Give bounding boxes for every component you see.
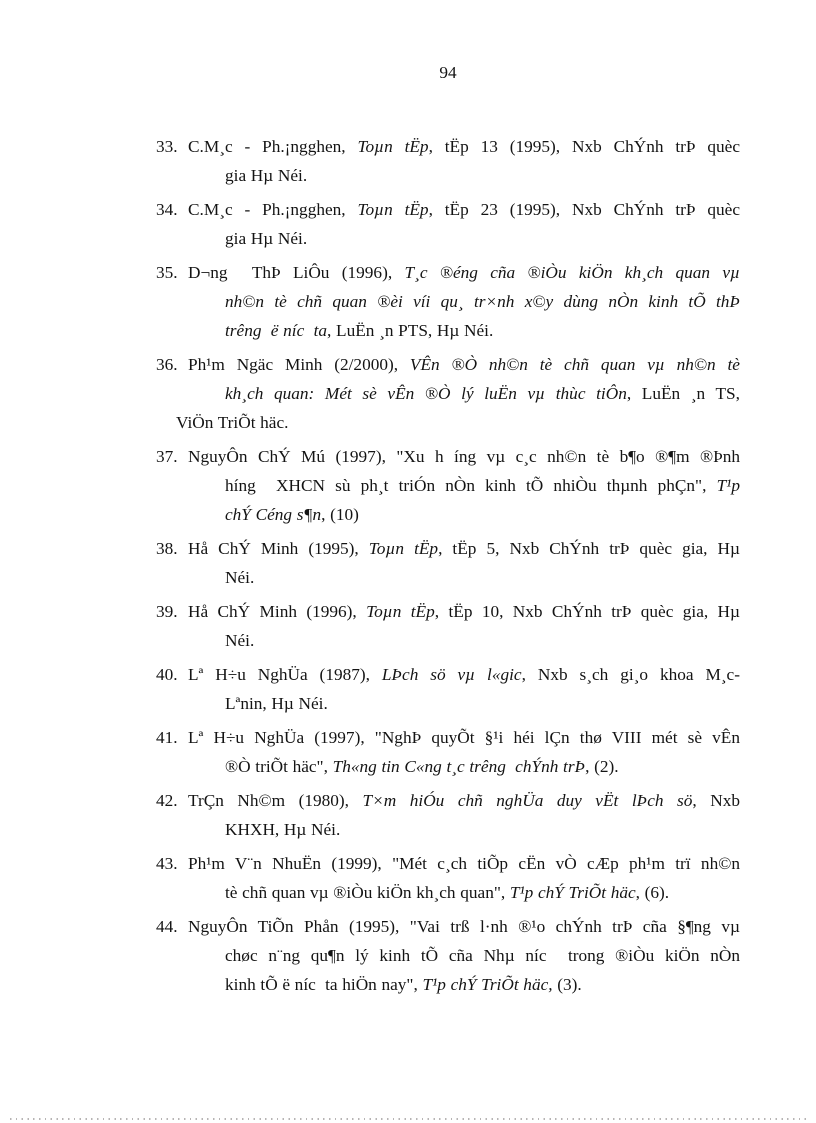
reference-number: 40. <box>156 665 178 684</box>
reference-text-segment: Néi. <box>225 631 255 650</box>
reference-title-segment: LÞch sö vµ l«gic <box>381 665 522 684</box>
reference-text-segment: , tËp 13 (1995), Nxb ChÝnh trÞ quèc <box>428 137 740 156</box>
reference-title-segment: Toµn tËp <box>357 137 429 156</box>
reference-line <box>156 597 740 626</box>
reference-item <box>156 786 740 844</box>
reference-title-segment: Th«ng tin C«ng t¸c trêng chÝnh trÞ <box>332 757 586 776</box>
reference-text-segment: gia Hµ Néi. <box>225 229 308 248</box>
reference-text-segment: NguyÔn ChÝ Mú (1997), "Xu h íng vµ c¸c nh©n tè b¶o ®¶m ®Þnh <box>188 447 740 466</box>
reference-number: 43. <box>156 854 178 873</box>
reference-title-segment: T¸c ®éng cña ®iÒu kiÖn kh¸ch quan vµ <box>404 263 740 282</box>
reference-text-segment: , Nxb <box>692 791 740 810</box>
reference-number: 44. <box>156 917 178 936</box>
reference-text-segment: gia Hµ Néi. <box>225 166 308 185</box>
reference-line <box>225 161 740 190</box>
reference-text-segment: Hå ChÝ Minh (1995), <box>188 539 369 558</box>
reference-number: 41. <box>156 728 178 747</box>
reference-number: 42. <box>156 791 178 810</box>
reference-number: 34. <box>156 200 178 219</box>
reference-title-segment: nh©n tè chñ quan ®èi víi qu¸ tr×nh x©y dùng nÒn kinh tÕ thÞ <box>225 292 740 311</box>
reference-line <box>156 912 740 941</box>
reference-text-segment: , Nxb s¸ch gi¸o khoa M¸c- <box>521 665 740 684</box>
reference-text-segment: Lª H÷u NghÜa (1987), <box>188 665 382 684</box>
reference-title-segment: chÝ Céng s¶n <box>225 505 322 524</box>
reference-line <box>225 815 740 844</box>
reference-line <box>156 132 740 161</box>
reference-line <box>156 534 740 563</box>
reference-line <box>225 287 740 316</box>
reference-item <box>156 195 740 253</box>
reference-line <box>156 350 740 379</box>
reference-text-segment: Ph¹m V¨n NhuËn (1999), "Mét c¸ch tiÕp cËn vÒ cÆp ph¹m trï nh©n <box>188 854 740 873</box>
reference-text-segment: , tËp 5, Nxb ChÝnh trÞ quèc gia, Hµ <box>438 539 740 558</box>
reference-number: 35. <box>156 263 178 282</box>
reference-title-segment: T¹p <box>716 476 740 495</box>
reference-title-segment: T¹p chÝ TriÕt häc, <box>422 975 553 994</box>
reference-line <box>156 786 740 815</box>
reference-text-segment: , (6). <box>635 883 670 902</box>
reference-line <box>225 224 740 253</box>
reference-line <box>225 379 740 408</box>
reference-list <box>156 132 740 999</box>
reference-text-segment: tè chñ quan vµ ®iÒu kiÖn kh¸ch quan", <box>225 883 510 902</box>
reference-item <box>156 350 740 437</box>
reference-text-segment: TrÇn Nh©m (1980), <box>188 791 363 810</box>
reference-line <box>156 660 740 689</box>
reference-item <box>156 912 740 999</box>
reference-item <box>156 534 740 592</box>
reference-text-segment: , LuËn ¸n PTS, Hµ Néi. <box>327 321 494 340</box>
reference-number: 39. <box>156 602 178 621</box>
reference-text-segment: híng XHCN sù ph¸t triÓn nÒn kinh tÕ nhiÒu thµnh phÇn", <box>225 476 717 495</box>
reference-text-segment: C.M¸c - Ph.¡ngghen, <box>188 137 358 156</box>
page-footer-dotted-line <box>10 1118 809 1120</box>
reference-line <box>225 626 740 655</box>
reference-line <box>225 752 740 781</box>
reference-line <box>225 316 740 345</box>
reference-text-segment: KHXH, Hµ Néi. <box>225 820 341 839</box>
reference-item <box>156 723 740 781</box>
reference-line <box>156 442 740 471</box>
reference-line <box>225 970 740 999</box>
reference-line <box>225 689 740 718</box>
reference-title-segment: trêng ë níc ta <box>225 321 328 340</box>
reference-text-segment: Lªnin, Hµ Néi. <box>225 694 328 713</box>
reference-line <box>225 471 740 500</box>
reference-title-segment: VÊn ®Ò nh©n tè chñ quan vµ nh©n tè <box>409 355 740 374</box>
reference-number: 37. <box>156 447 178 466</box>
reference-text-segment: D¬ng ThÞ LiÔu (1996), <box>188 263 405 282</box>
reference-text-segment: , LuËn ¸n TS, <box>626 384 740 403</box>
reference-title-segment: T¹p chÝ TriÕt häc <box>509 883 636 902</box>
reference-line <box>225 500 740 529</box>
reference-title-segment: kh¸ch quan: Mét sè vÊn ®Ò lý luËn vµ thùc tiÔn <box>225 384 627 403</box>
reference-line <box>225 878 740 907</box>
reference-text-segment: Hå ChÝ Minh (1996), <box>188 602 367 621</box>
reference-text-segment: , (2). <box>585 757 619 776</box>
reference-item <box>156 258 740 345</box>
reference-item <box>156 597 740 655</box>
reference-line <box>156 723 740 752</box>
reference-text-segment: , (10) <box>321 505 359 524</box>
reference-line <box>225 563 740 592</box>
reference-line <box>176 408 740 437</box>
reference-text-segment: chøc n¨ng qu¶n lý kinh tÕ cña Nhµ níc trong ®iÒu kiÖn nÒn <box>225 946 740 965</box>
reference-title-segment: T×m hiÓu chñ nghÜa duy vËt lÞch sö <box>362 791 693 810</box>
reference-line <box>156 258 740 287</box>
reference-line <box>156 195 740 224</box>
reference-title-segment: Toµn tËp <box>357 200 429 219</box>
reference-text-segment: , tËp 10, Nxb ChÝnh trÞ quèc gia, Hµ <box>434 602 740 621</box>
reference-text-segment: kinh tÕ ë níc ta hiÖn nay", <box>225 975 423 994</box>
page-number: 94 <box>439 63 457 82</box>
reference-text-segment: ®Ò triÕt häc", <box>225 757 333 776</box>
reference-title-segment: Toµn tËp <box>368 539 439 558</box>
reference-text-segment: , tËp 23 (1995), Nxb ChÝnh trÞ quèc <box>428 200 740 219</box>
reference-text-segment: Ph¹m Ngäc Minh (2/2000), <box>188 355 410 374</box>
reference-item <box>156 442 740 529</box>
reference-item <box>156 132 740 190</box>
reference-number: 38. <box>156 539 178 558</box>
reference-title-segment: Toµn tËp <box>366 602 435 621</box>
reference-text-segment: NguyÔn TiÕn Phån (1995), "Vai trß l·nh ®¹o chÝnh trÞ cña §¶ng vµ <box>188 917 740 936</box>
reference-text-segment: ViÖn TriÕt häc. <box>176 413 289 432</box>
reference-number: 33. <box>156 137 178 156</box>
reference-item <box>156 660 740 718</box>
reference-item <box>156 849 740 907</box>
reference-text-segment: (3). <box>552 975 582 994</box>
reference-line <box>225 941 740 970</box>
reference-text-segment: Lª H÷u NghÜa (1997), "NghÞ quyÕt §¹i héi lÇn thø VIII mét sè vÊn <box>188 728 740 747</box>
reference-text-segment: C.M¸c - Ph.¡ngghen, <box>188 200 358 219</box>
reference-line <box>156 849 740 878</box>
reference-number: 36. <box>156 355 178 374</box>
reference-text-segment: Néi. <box>225 568 255 587</box>
